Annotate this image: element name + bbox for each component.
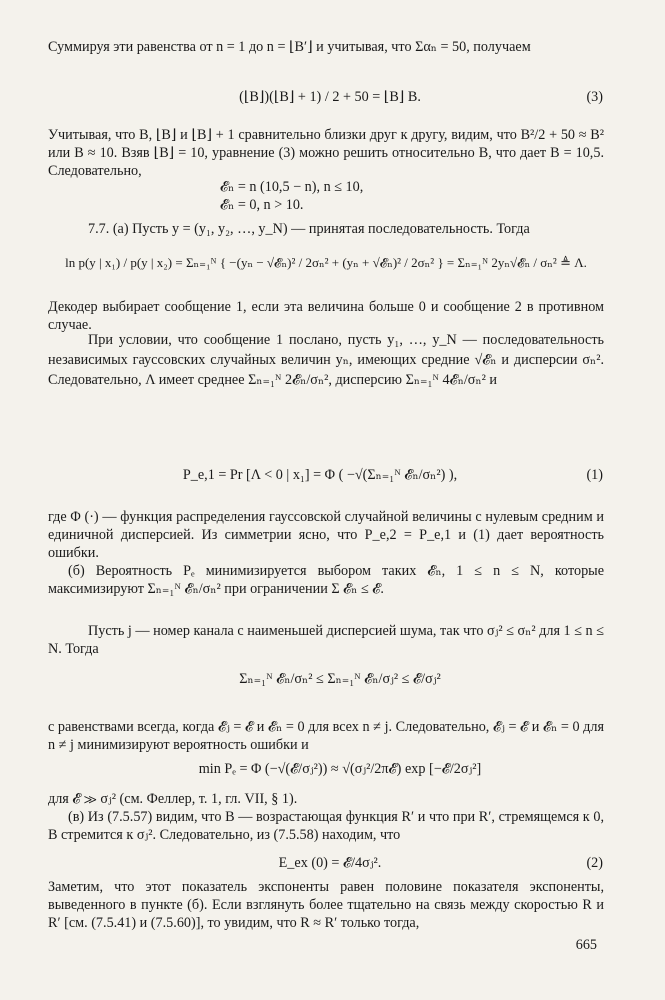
paragraph-j: Пусть j — номер канала с наименьшей дисперсией шума, так что σⱼ² ≤ σₙ² для 1 ≤ n ≤ N. Тогда: [48, 623, 604, 657]
equation-3-number: (3): [586, 89, 603, 105]
equation-pe1-number: (1): [586, 467, 603, 483]
paragraph-remark: Заметим, что этот показатель экспоненты равен половине показателя экспоненты, выведенного в пункте (б). Если взглянуть более тщательно на связь между скоростью R и R′ [см. (7.5.41) и (7.5.60)], то увидим, что R ≈ R′ только тогда,: [48, 879, 604, 931]
paragraph-decoder: Декодер выбирает сообщение 1, если эта величина больше 0 и сообщение 2 в противном случае.: [48, 299, 604, 333]
paragraph-equalities: с равенствами всегда, когда 𝓔ⱼ = 𝓔 и 𝓔ₙ = 0 для всех n ≠ j. Следовательно, 𝓔ⱼ = 𝓔 и 𝓔ₙ = 0 для n ≠ j минимизируют вероятность ошибки и: [48, 719, 604, 753]
paragraph-b: (б) Вероятность Pₑ минимизируется выбором таких 𝓔ₙ, 1 ≤ n ≤ N, которые максимизируют Σₙ₌₁ᴺ 𝓔ₙ/σₙ² при ограничении Σ 𝓔ₙ ≤ 𝓔.: [48, 563, 604, 597]
paragraph-feller: для 𝓔 ≫ σⱼ² (см. Феллер, т. 1, гл. VII, § 1).: [48, 791, 298, 807]
equation-pe1: P_e,1 = Pr [Λ < 0 | x₁] = Φ ( −√(Σₙ₌₁ᴺ 𝓔ₙ/σₙ²) ),: [182, 467, 458, 483]
equation-ln-ratio: ln p(y | x₁) / p(y | x₂) = Σₙ₌₁ᴺ { −(yₙ − √𝓔ₙ)² / 2σₙ² + (yₙ + √𝓔ₙ)² / 2σₙ² } = Σₙ₌₁ᴺ 2yₙ√𝓔ₙ / σₙ² ≜ Λ.: [65, 255, 587, 270]
equation-inequality: Σₙ₌₁ᴺ 𝓔ₙ/σₙ² ≤ Σₙ₌₁ᴺ 𝓔ₙ/σⱼ² ≤ 𝓔/σⱼ²: [239, 671, 441, 687]
equation-en-line-1: 𝓔ₙ = n (10,5 − n), n ≤ 10,: [220, 179, 364, 195]
paragraph-1: Суммируя эти равенства от n = 1 до n = ⌊B′⌋ и учитывая, что Σαₙ = 50, получаем: [48, 39, 531, 55]
equation-3: (⌊B⌋)(⌊B⌋ + 1) / 2 + 50 = ⌊B⌋ B.: [239, 89, 421, 105]
equation-eex-number: (2): [586, 855, 603, 871]
paragraph-phi: где Φ (·) — функция распределения гауссовской случайной величины с нулевым средним и единичной дисперсией. Из симметрии ясно, что P_e,2 = P_e,1 и (1) дает вероятность ошибки.: [48, 509, 604, 561]
equation-eex: E_ex (0) = 𝓔/4σⱼ².: [278, 855, 382, 871]
paragraph-c: (в) Из (7.5.57) видим, что B — возрастающая функция R′ и что при R′, стремящемся к 0, B стремится к σⱼ². Следовательно, из (7.5.58) находим, что: [48, 809, 604, 843]
equation-min-pe: min Pₑ = Φ (−√(𝓔/σⱼ²)) ≈ √(σⱼ²/2π𝓔) exp [−𝓔/2σⱼ²]: [198, 761, 482, 777]
paragraph-conditions: При условии, что сообщение 1 послано, пусть y₁, …, y_N — последовательность независимых гауссовских случайных величин yₙ, имеющих средние √𝓔ₙ и дисперсии σₙ². Следовательно, Λ имеет среднее Σₙ₌₁ᴺ 2𝓔ₙ/σₙ², дисперсию Σₙ₌₁ᴺ 4𝓔ₙ/σₙ² и: [48, 332, 604, 388]
equation-en-line-2: 𝓔ₙ = 0, n > 10.: [220, 197, 304, 213]
page-number: 665: [575, 937, 597, 953]
paragraph-2: Учитывая, что B, ⌊B⌋ и ⌊B⌋ + 1 сравнительно близки друг к другу, видим, что B²/2 + 50 ≈ B² или B ≈ 10. Взяв ⌊B⌋ = 10, уравнение (3) можно решить относительно B, что дает B = 10,5. Следовательно,: [48, 127, 604, 179]
paragraph-7-7: 7.7. (а) Пусть y = (y₁, y₂, …, y_N) — принятая последовательность. Тогда: [88, 221, 530, 237]
